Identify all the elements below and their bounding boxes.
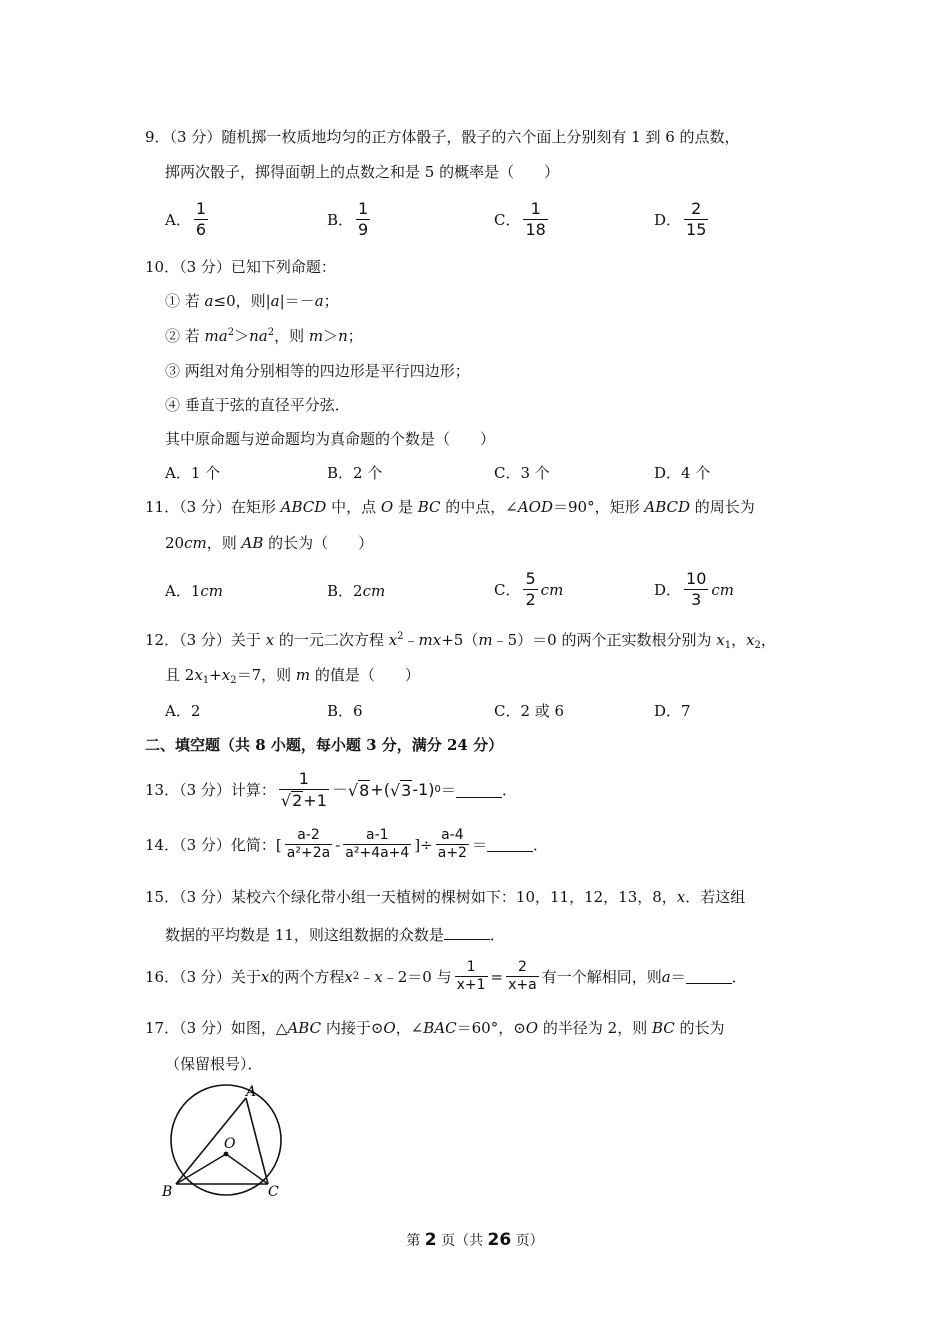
q10-proposition-2: ② 若 $ma^2>na^2$，则 m＞n； <box>165 327 363 345</box>
answer-blank <box>456 783 502 798</box>
question-13: 13．（3 分）计算： 1 √ 2 +1 － √ 8 +( √ 3 -1) 0 ＝ ． <box>145 769 517 811</box>
fraction: $\frac{a-2}{\text{a²+2a}}$ <box>286 827 331 862</box>
side-ab <box>176 1098 246 1184</box>
label-o: O <box>224 1136 236 1152</box>
fraction: $\frac{1}{18}$ <box>525 199 546 240</box>
fraction: $\frac{1}{9}$ <box>358 199 369 240</box>
q11-option-b: B．2cm <box>327 582 386 600</box>
q9-option-a: A． $\frac{1}{6}$ <box>165 199 207 240</box>
page-footer: 第 2 页（共 26 页） <box>406 1230 544 1250</box>
q9-option-c: C． $\frac{1}{18}$ <box>494 199 546 240</box>
answer-blank <box>686 969 732 984</box>
question-10-line-1: 10．（3 分）已知下列命题： <box>145 258 336 276</box>
q12-option-c: C．2 或 6 <box>494 702 565 720</box>
question-17-line-1: 17．（3 分）如图，△ABC 内接于⊙O，∠BAC＝60°，⊙O 的半径为 2，则 BC 的长为 <box>145 1019 725 1037</box>
q10-proposition-4: ④ 垂直于弦的直径平分弦． <box>165 396 350 414</box>
q11-option-a: A．1cm <box>165 582 224 600</box>
question-14: 14．（3 分）化简：[ $\frac{a-2}{\text{a²+2a}}$ - $\frac{a-1}{\text{a²+4a+4}}$ ]÷ $\frac{a-4}{a+2}$ ＝ ． <box>145 827 548 862</box>
q10-option-d: D．4 个 <box>654 464 711 482</box>
q11-option-d: D． $\frac{10}{3}$ cm <box>654 569 735 610</box>
answer-blank <box>444 925 490 940</box>
question-12-line-1: 12．（3 分）关于 x 的一元二次方程 $x^2﹣mx+5(m﹣5)=0$ 的两个正实数根分别为 $x_1$，$x_2$， <box>145 631 776 651</box>
fraction: $\frac{5}{2}$ <box>525 569 536 610</box>
q12-option-d: D．7 <box>654 702 691 720</box>
q10-option-b: B．2 个 <box>327 464 383 482</box>
q12-option-b: B．6 <box>327 702 363 720</box>
center-point <box>224 1152 229 1157</box>
q9-option-b: B． $\frac{1}{9}$ <box>327 199 369 240</box>
question-15-line-1: 15．（3 分）某校六个绿化带小组一天植树的棵树如下：10，11，12，13，8，x．若这组 <box>145 888 746 906</box>
question-9-line-2: 掷两次骰子，掷得面朝上的点数之和是 5 的概率是（ ） <box>165 163 560 181</box>
q10-proposition-1: ① 若 a≤0，则|a|＝－a； <box>165 292 339 310</box>
circle-triangle-figure <box>160 1082 290 1207</box>
q10-option-c: C．3 个 <box>494 464 550 482</box>
label-c: C <box>268 1184 279 1200</box>
fraction: $\frac{2}{x+a}$ <box>508 959 537 994</box>
fraction: $\frac{1}{x+1}$ <box>456 959 486 994</box>
question-11-line-1: 11．（3 分）在矩形 ABCD 中，点 O 是 BC 的中点，∠AOD＝90°，矩形 ABCD 的周长为 <box>145 498 755 516</box>
fraction: $\frac{a-1}{\text{a²+4a+4}}$ <box>345 827 410 862</box>
q10-option-a: A．1 个 <box>165 464 221 482</box>
q11-option-c: C． $\frac{5}{2}$ cm <box>494 569 564 610</box>
question-17-line-2: （保留根号）． <box>165 1055 263 1073</box>
question-11-line-2: 20cm，则 AB 的长为（ ） <box>165 534 374 552</box>
radius-ob <box>176 1154 226 1184</box>
fraction: $\frac{1}{6}$ <box>195 199 207 240</box>
q10-question: 其中原命题与逆命题均为真命题的个数是（ ） <box>165 430 496 448</box>
question-12-line-2: 且 $2x_1+x_2=7$，则 m 的值是（ ） <box>165 666 420 686</box>
fraction: $\frac{10}{3}$ <box>686 569 707 610</box>
fraction: 1 √ 2 +1 <box>280 769 327 811</box>
fraction: $\frac{a-4}{a+2}$ <box>437 827 467 862</box>
question-9-line-1: 9．（3 分）随机掷一枚质地均匀的正方体骰子，骰子的六个面上分别刻有 1 到 6 的点数， <box>145 128 740 146</box>
q12-option-a: A．2 <box>165 702 201 720</box>
question-15-line-2: 数据的平均数是 11，则这组数据的众数是 ． <box>165 926 505 944</box>
answer-blank <box>487 837 533 852</box>
label-b: B <box>162 1184 173 1200</box>
q9-option-d: D． $\frac{2}{15}$ <box>654 199 707 240</box>
label-a: A <box>246 1084 257 1100</box>
fraction: $\frac{2}{15}$ <box>686 199 707 240</box>
q10-proposition-3: ③ 两组对角分别相等的四边形是平行四边形； <box>165 362 470 380</box>
section-heading: 二、填空题（共 8 小题，每小题 3 分，满分 24 分） <box>145 736 504 754</box>
question-16: 16．（3 分）关于 x 的两个方程 x 2 ﹣ x ﹣2＝0 与 $\frac{1}{x+1}$ = $\frac{2}{x+a}$ 有一个解相同，则 a ＝ ． <box>145 959 747 994</box>
